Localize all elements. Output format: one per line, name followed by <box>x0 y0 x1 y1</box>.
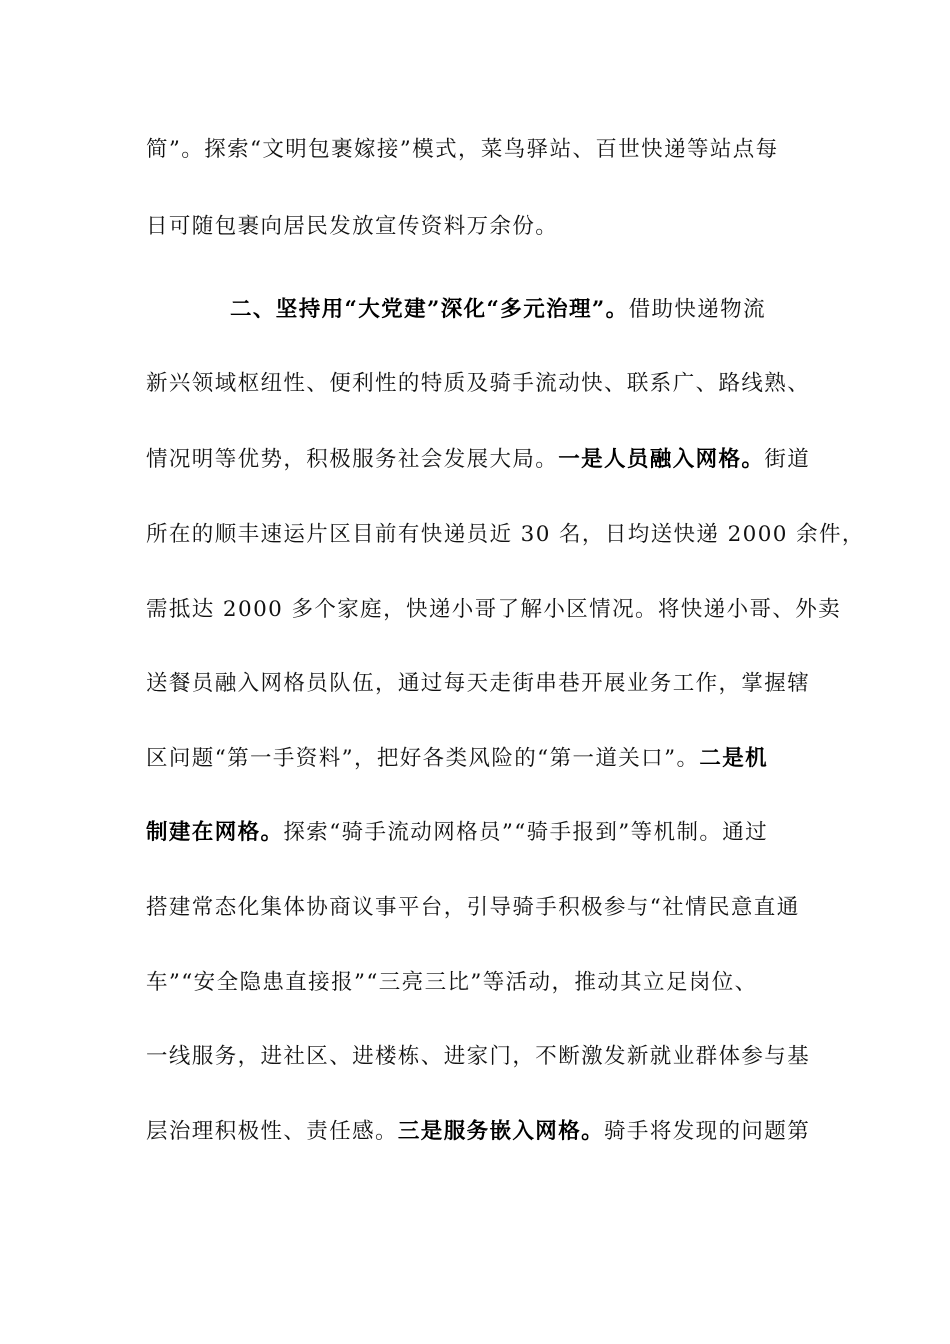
subheading-2-end: 制建在网格。 <box>146 820 284 845</box>
text-segment: 一线服务，进社区、进楼栋、进家门，不断激发新就业群体参与基 <box>146 1044 811 1069</box>
text-segment: 借助快递物流 <box>628 297 766 322</box>
text-line-4 <box>146 364 810 404</box>
text-line-2 <box>146 207 558 247</box>
text-segment: 搭建常态化集体协商议事平台，引导骑手积极参与“社情民意直通 <box>146 895 800 920</box>
text-segment: 简”。探索“文明包裹嫁接”模式，菜鸟驿站、百世快递等站点每 <box>146 137 779 162</box>
text-segment: 新兴领域枢纽性、便利性的特质及骑手流动快、联系广、路线熟、 <box>146 371 811 396</box>
text-line-5 <box>146 440 810 480</box>
text-segment: 送餐员融入网格员队伍，通过每天走街串巷开展业务工作，掌握辖 <box>146 671 811 696</box>
text-line-9 <box>146 739 768 779</box>
text-line-12 <box>146 963 758 1003</box>
text-line-11 <box>146 888 800 928</box>
text-line-8 <box>146 664 810 704</box>
text-segment: 探索“骑手流动网格员”“骑手报到”等机制。通过 <box>283 820 769 845</box>
text-segment: 层治理积极性、责任感。 <box>146 1119 398 1144</box>
text-segment: 情况明等优势，积极服务社会发展大局。 <box>146 447 559 472</box>
text-line-14 <box>146 1112 810 1152</box>
text-segment: 骑手将发现的问题第 <box>604 1119 811 1144</box>
text-segment: 区问题“第一手资料”，把好各类风险的“第一道关口”。 <box>146 746 700 771</box>
subheading-2-start: 二是机 <box>699 746 769 771</box>
text-line-7 <box>146 590 841 630</box>
text-segment: 日可随包裹向居民发放宣传资料万余份。 <box>146 214 559 239</box>
text-line-6 <box>146 515 865 555</box>
subheading-3: 三是服务嵌入网格。 <box>397 1119 605 1144</box>
section-heading-line <box>230 290 766 330</box>
text-segment: 所在的顺丰速运片区目前有快递员近 30 名，日均送快递 2000 余件， <box>146 522 865 547</box>
subheading-1: 一是人员融入网格。 <box>558 447 765 472</box>
section-heading: 二、坚持用“大党建”深化“多元治理”。 <box>230 297 629 322</box>
text-line-10 <box>146 813 768 853</box>
text-line-1 <box>146 130 779 170</box>
text-segment: 街道 <box>764 447 811 472</box>
text-segment: 需抵达 2000 多个家庭，快递小哥了解小区情况。将快递小哥、外卖 <box>146 597 842 622</box>
text-segment: 车”“安全隐患直接报”“三亮三比”等活动，推动其立足岗位、 <box>146 970 758 995</box>
text-line-13 <box>146 1037 810 1077</box>
